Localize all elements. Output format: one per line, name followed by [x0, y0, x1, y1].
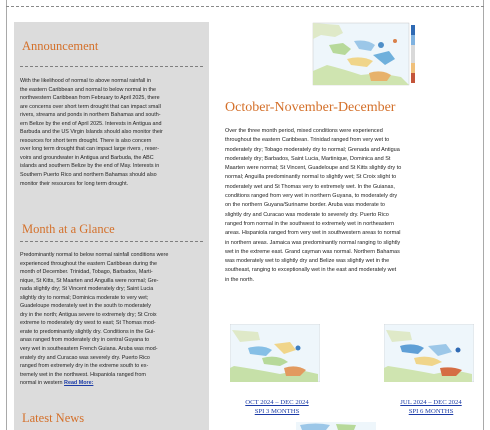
- read-more-link[interactable]: Read More:: [64, 380, 94, 387]
- spi-6-month-caption[interactable]: JUL 2024 – DEC 2024 SPI 6 MONTHS: [400, 399, 462, 415]
- month-at-glance-title: Month at a Glance: [22, 222, 115, 236]
- month-at-glance-text: Predominantly normal to below normal rainfall conditions were experienced throughout the eastern Caribbean during the month of December. Trinidad, Tobago, Barbados, Marti- nique, St Kitts, St Maarten and Anguilla were normal; Gre- nada slightly dry; St Vincent moderately dry; Saint Lucia slightly dry to normal; Dominica moderate to very wet; Guadeloupe moderately wet in the south to moderately dry in the north; Antigua severe to extremely dry; St Croix extreme to moderately dry west to east; St Thomas mod- erate to predominantly slightly dry. Conditions in the Gui- anas ranged from moderately dry in central Guyana to very wet in southeastern French Guiana. Aruba was mod- erately dry and Curacao was severely dry. Puerto Rico ranged from extremely dry in the extreme south to ex- tremely wet in the northwest. Hispaniola ranged from normal in western Read More:: [20, 252, 169, 387]
- next-map-thumbnail[interactable]: [296, 422, 376, 430]
- spi-3-month-caption[interactable]: OCT 2024 – DEC 2024 SPI 3 MONTHS: [245, 399, 309, 415]
- announcement-title: Announcement: [22, 39, 99, 53]
- spi-6-month-map[interactable]: [384, 324, 474, 382]
- announcement-divider: [20, 66, 203, 67]
- sidebar: [14, 22, 209, 430]
- announcement-text: With the likelihood of normal to above normal rainfall in the eastern Caribbean and normal to below normal in the northwestern Caribbean from February to April 2025, there are concerns over short term drought that can impact small rivers, streams and ponds in northern Bahamas and south- ern Belize by the end of April 2025. Interests in Antigua and Barbuda and the US Virgin Islands should also monitor their resources for short term drought. There is also concern over long term drought that can impact large rivers , reser- voirs and groundwater in Antigua and Barbuda, the ABC islands and southern Belize by the end of May. Interests in Southern Puerto Rico and northern Bahamas should also monitor their resources for long term drought.: [20, 78, 163, 187]
- main-title: October-November-December: [225, 100, 396, 115]
- top-divider: [6, 6, 484, 7]
- spi-3-month-map[interactable]: [230, 324, 320, 382]
- caribbean-spi-map: [309, 15, 417, 91]
- month-at-glance-divider: [20, 241, 203, 242]
- main-text: Over the three month period, mixed conditions were experienced throughout the eastern Caribbean. Trinidad ranged from very wet to moderately dry; Tobago moderately dry to normal; Grenada and Antigua moderately dry; Barbados, Saint Lucia, Martinique, Dominica and St Maarten were normal; St Vincent, Guadeloupe and St Kitts slightly dry to normal; Anguilla predominantly normal to slightly wet; St Croix slight to moderately wet and St Thomas very to extremely wet. In the Guianas, conditions ranged from very wet in northern Guyana, to moderately dry on the northern Guyana/Suriname border. Aruba was moderate to slightly dry and Curacao was moderate to severely dry. Puerto Rico ranged from normal in the southwest to extremely wet in northeastern areas. Hispaniola ranged from very wet in southwestern areas to normal in northern areas. Jamaica was predominantly normal ranging to slightly wet in the extreme east. Grand cayman was normal. Northern Bahamas was moderately wet to slightly dry and Belize was slightly wet in the southeast, ranging to exceptionally wet in the east and moderately wet in the north.: [225, 128, 402, 283]
- latest-news-title: Latest News: [22, 411, 85, 425]
